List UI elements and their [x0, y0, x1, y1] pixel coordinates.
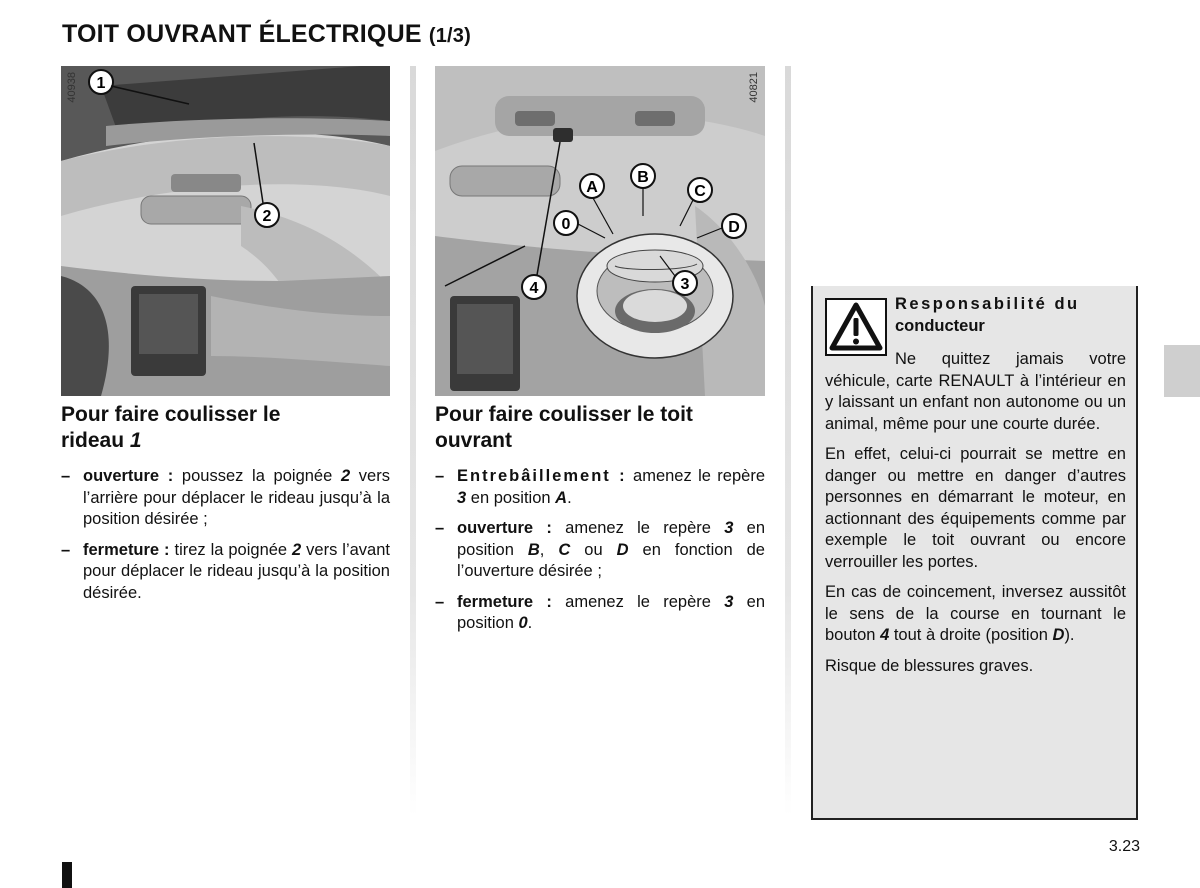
list-dash: –	[61, 540, 71, 559]
middle-list	[435, 466, 765, 635]
figure-sun-blind	[61, 66, 390, 396]
column-divider-1	[410, 66, 416, 816]
warning-text: tout à droite (position	[889, 626, 1053, 644]
list-text: ,	[539, 540, 559, 559]
list-item	[61, 466, 390, 531]
list-item	[435, 466, 765, 509]
figure-sunroof-control	[435, 66, 765, 396]
warning-paragraph-2: En effet, celui-ci pourrait se mettre en danger ou mettre en danger d’autres personnes en démarrant le moteur, en actionnant des équipements comme par exemple le toit ouvrant ou encore verrouiller les portes.	[825, 445, 1126, 571]
list-item	[435, 592, 765, 635]
callout-1: 1	[96, 75, 106, 92]
list-key: ouverture :	[83, 467, 174, 485]
middle-heading: Pour faire coulisser le toit ouvrant	[435, 403, 693, 452]
list-ref: 0	[518, 614, 528, 632]
left-heading-line2: rideau	[61, 429, 125, 452]
list-ref: 3	[457, 488, 467, 507]
warning-paragraph-3	[825, 582, 1126, 647]
warning-box	[811, 286, 1138, 820]
list-ref: A	[555, 488, 568, 507]
list-text: en position	[466, 488, 556, 507]
list-text: amenez le repère	[551, 592, 725, 611]
callout-C: C	[694, 183, 706, 200]
left-heading-line1: Pour faire coulisser le	[61, 403, 281, 426]
list-text: en position	[457, 519, 766, 559]
page-title-text: TOIT OUVRANT ÉLECTRIQUE	[62, 20, 422, 48]
warning-text: En cas de coincement, inversez aussitôt le sens de la course en tournant le bouton	[825, 583, 1126, 644]
callout-B: B	[637, 169, 649, 186]
list-item	[435, 518, 765, 583]
list-text: .	[567, 488, 572, 507]
list-text: amenez le repère	[551, 519, 725, 537]
list-ref: 2	[292, 540, 302, 559]
middle-column	[435, 402, 765, 644]
warning-heading-line2: conducteur	[895, 316, 985, 335]
list-dash: –	[435, 592, 445, 611]
warning-triangle-icon	[825, 298, 887, 356]
sun-blind-illustration	[61, 66, 390, 396]
list-dash: –	[435, 467, 445, 485]
column-divider-2	[785, 66, 791, 816]
callout-D: D	[728, 219, 740, 236]
list-ref: 2	[340, 467, 351, 485]
warning-text: ).	[1064, 626, 1075, 644]
warning-paragraph-4: Risque de blessures graves.	[825, 656, 1034, 675]
list-text: .	[527, 614, 533, 632]
warning-ref: 4	[880, 626, 890, 644]
list-text: en position	[457, 592, 765, 632]
list-text: en fonction de l’ouverture désirée ;	[457, 540, 765, 580]
list-key: ouverture :	[457, 519, 552, 537]
warning-heading: Responsabilité du	[895, 295, 1080, 313]
warning-paragraph-1: Ne quittez jamais votre véhicule, carte RENAULT à l’intérieur en y laissant un enfant non autonome ou un animal, même pour une courte durée.	[825, 350, 1126, 433]
list-text: vers l’avant pour déplacer le rideau jusqu’à la position désirée.	[83, 540, 390, 602]
page-title	[62, 20, 471, 49]
left-heading	[61, 402, 390, 454]
list-ref: B	[527, 540, 540, 559]
callout-A: A	[586, 179, 598, 196]
list-text: vers l’arrière pour déplacer le rideau jusqu’à la position désirée ;	[83, 467, 390, 528]
list-ref: 3	[724, 592, 734, 611]
list-key: fermeture :	[457, 592, 552, 611]
list-item	[61, 540, 390, 605]
list-ref: D	[616, 540, 629, 559]
corner-mark	[62, 862, 72, 888]
left-list	[61, 466, 390, 604]
callout-3: 3	[680, 276, 690, 293]
list-text: tirez la poignée	[169, 540, 293, 559]
warning-ref: D	[1052, 626, 1065, 644]
list-key: fermeture :	[83, 540, 170, 559]
list-key: Entrebâillement :	[457, 467, 627, 485]
page-number: 3.23	[1108, 838, 1140, 855]
page-title-suffix: (1/3)	[428, 25, 471, 47]
list-dash: –	[435, 519, 445, 537]
sunroof-control-illustration	[435, 66, 765, 396]
left-column	[61, 402, 390, 613]
chapter-tab	[1164, 345, 1200, 397]
figure-code-left: 40938	[66, 72, 78, 103]
list-ref: C	[558, 540, 571, 559]
callout-4: 4	[529, 280, 539, 297]
list-text: amenez le repère	[626, 467, 765, 485]
list-dash: –	[61, 467, 71, 485]
callout-2: 2	[262, 208, 272, 225]
list-ref: 3	[724, 519, 734, 537]
callout-0: 0	[561, 216, 571, 233]
left-heading-ref: 1	[129, 429, 142, 452]
list-text: ou	[570, 540, 617, 559]
warning-content	[825, 294, 1126, 686]
figure-code-middle: 40821	[748, 72, 760, 103]
list-text: poussez la poignée	[173, 467, 341, 485]
